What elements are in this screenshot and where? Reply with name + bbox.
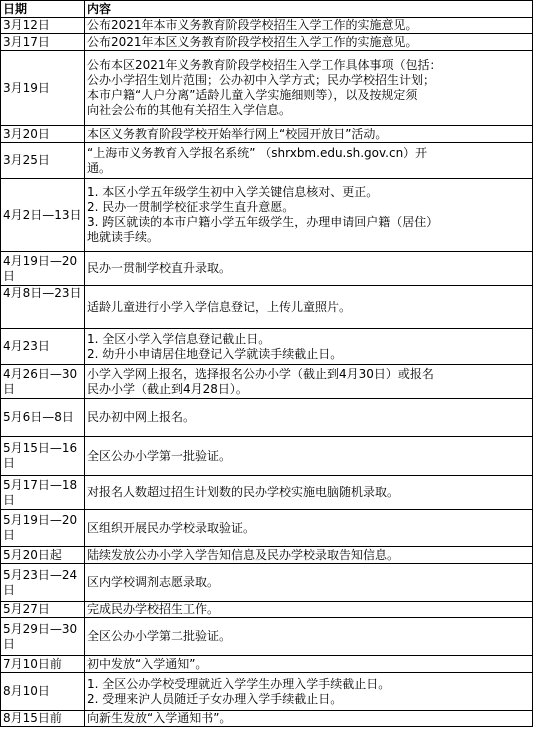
table-row	[1, 365, 533, 399]
row-content: 1. 全区小学入学信息登记截止日。 2. 幼升小申请居住地登记入学就读手续截止日。	[85, 329, 533, 365]
table-row	[1, 126, 533, 143]
row-date: 7月10日前	[1, 656, 85, 673]
row-content: 对报名人数超过招生计划数的民办学校实施电脑随机录取。	[85, 476, 533, 510]
row-content: “上海市义务教育入学报名系统” （shrxbm.edu.sh.gov.cn）开 通。	[85, 143, 533, 179]
row-date: 4月26日—30日	[1, 365, 85, 399]
row-content: 区内学校调剂志愿录取。	[85, 564, 533, 602]
row-content: 全区公办小学第一批验证。	[85, 437, 533, 476]
row-date: 5月23日—24日	[1, 564, 85, 602]
row-date: 4月8日—23日	[1, 286, 85, 329]
table-row	[1, 399, 533, 437]
table-row	[1, 51, 533, 126]
table-row	[1, 18, 533, 34]
table-row	[1, 252, 533, 286]
row-content: 全区公办小学第二批验证。	[85, 618, 533, 656]
row-date: 5月29日—30日	[1, 618, 85, 656]
row-content: 公布本区2021年义务教育阶段学校招生入学工作具体事项（包括： 公办小学招生划片范围；公办初中入学方式；民办学校招生计划； 本市户籍“人户分离”适龄儿童入学实施细则等），以及按规定须 向社会公布的其他有关招生入学信息。	[85, 51, 533, 126]
table-row	[1, 329, 533, 365]
row-content: 公布2021年本区义务教育阶段学校招生入学工作的实施意见。	[85, 34, 533, 51]
row-content: 完成民办学校招生工作。	[85, 602, 533, 618]
row-date: 3月12日	[1, 18, 85, 34]
row-content: 向新生发放“入学通知书”。	[85, 711, 533, 727]
table-row	[1, 34, 533, 51]
row-date: 5月6日—8日	[1, 399, 85, 437]
table-row	[1, 476, 533, 510]
table-row	[1, 179, 533, 252]
header-date: 日期	[1, 1, 85, 18]
row-date: 5月27日	[1, 602, 85, 618]
row-date: 3月17日	[1, 34, 85, 51]
row-content: 1. 全区公办学校受理就近入学学生办理入学手续截止日。 2. 受理来沪人员随迁子女办理入学手续截止日。	[85, 673, 533, 711]
table-row	[1, 618, 533, 656]
row-content: 陆续发放公办小学入学告知信息及民办学校录取告知信息。	[85, 547, 533, 564]
row-content: 民办初中网上报名。	[85, 399, 533, 437]
row-date: 4月23日	[1, 329, 85, 365]
row-content: 公布2021年本市义务教育阶段学校招生入学工作的实施意见。	[85, 18, 533, 34]
row-date: 4月19日—20日	[1, 252, 85, 286]
row-date: 8月15日前	[1, 711, 85, 727]
header-content: 内容	[85, 1, 533, 18]
table-row	[1, 437, 533, 476]
row-content: 本区义务教育阶段学校开始举行网上“校园开放日”活动。	[85, 126, 533, 143]
row-date: 5月19日—20日	[1, 510, 85, 547]
table-row	[1, 510, 533, 547]
row-content: 区组织开展民办学校录取验证。	[85, 510, 533, 547]
row-date: 3月20日	[1, 126, 85, 143]
row-content: 小学入学网上报名，选择报名公办小学（截止到4月30日）或报名 民办小学（截止到4月28日）。	[85, 365, 533, 399]
row-content: 适龄儿童进行小学入学信息登记，上传儿童照片。	[85, 286, 533, 329]
row-date: 5月17日—18日	[1, 476, 85, 510]
row-content: 民办一贯制学校直升录取。	[85, 252, 533, 286]
row-date: 8月10日	[1, 673, 85, 711]
table-row	[1, 564, 533, 602]
row-date: 4月2日—13日	[1, 179, 85, 252]
row-date: 3月25日	[1, 143, 85, 179]
table-row	[1, 547, 533, 564]
row-date: 5月15日—16日	[1, 437, 85, 476]
header-row	[1, 1, 533, 18]
table-row	[1, 656, 533, 673]
table-row	[1, 673, 533, 711]
table-row	[1, 602, 533, 618]
row-date: 3月19日	[1, 51, 85, 126]
row-content: 初中发放“入学通知”。	[85, 656, 533, 673]
table-row	[1, 286, 533, 329]
row-content: 1. 本区小学五年级学生初中入学关键信息核对、更正。 2. 民办一贯制学校征求学生直升意愿。 3. 跨区就读的本市户籍小学五年级学生，办理申请回户籍（居住） 地就读手续。	[85, 179, 533, 252]
table-row	[1, 711, 533, 727]
row-date: 5月20日起	[1, 547, 85, 564]
table-row	[1, 143, 533, 179]
